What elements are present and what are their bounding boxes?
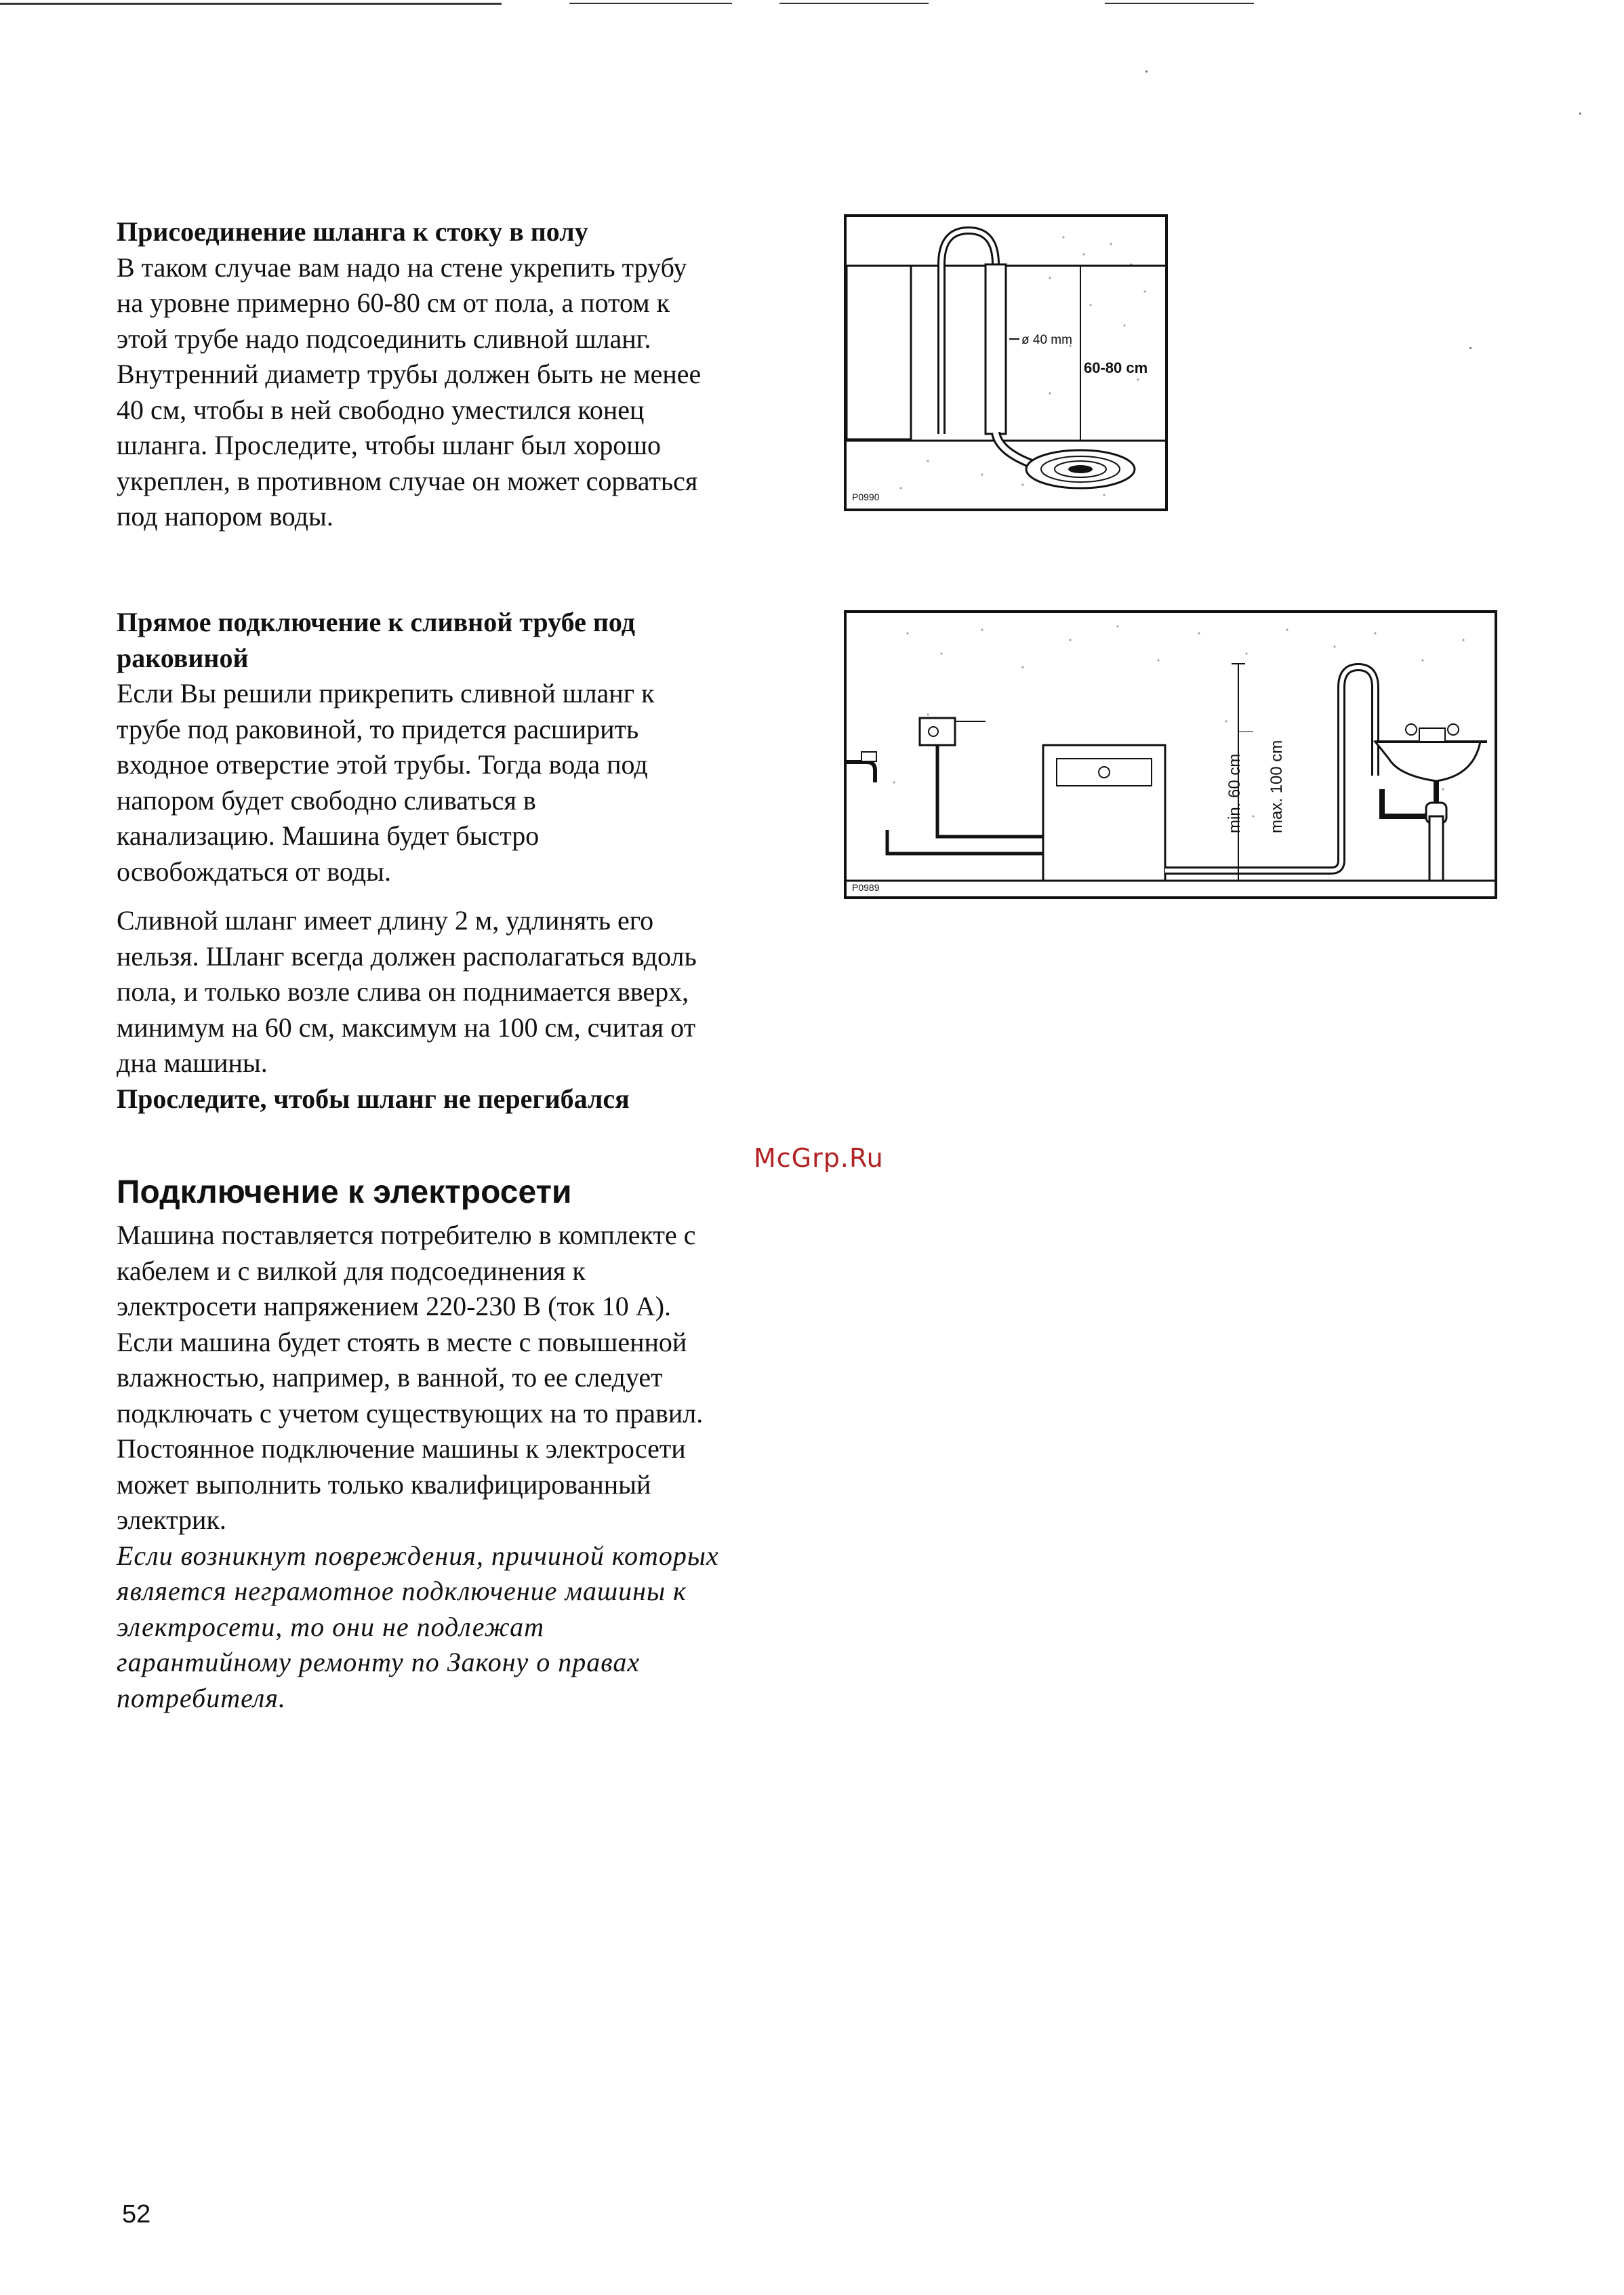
section-sink-pipe [117, 605, 794, 1117]
body-line: под напором воды. [117, 501, 333, 532]
top-rule [0, 3, 502, 5]
body-line: на уровне примерно 60-80 см от пола, а потом к [117, 287, 670, 318]
body-line: освобождаться от воды. [117, 856, 391, 887]
body-line: минимум на 60 см, максимум на 100 см, считая от [117, 1012, 696, 1043]
body-line: канализацию. Машина будет быстро [117, 820, 540, 851]
italic-note-line: потребителя. [117, 1682, 286, 1713]
figure-code: P0989 [852, 882, 880, 893]
body-line: шланга. Проследите, чтобы шланг был хорошо [117, 430, 661, 460]
body-line: может выполнить только квалифицированный [117, 1469, 651, 1500]
body-line: пола, и только возле слива он поднимается вверх, [117, 976, 689, 1007]
floor-drain-diagram [847, 217, 1165, 508]
body-line: подключать с учетом существующих на то правил. [117, 1397, 704, 1429]
watermark: McGrp.Ru [754, 1143, 884, 1173]
top-rule [779, 3, 929, 4]
body-line: напором будет свободно сливаться в [117, 784, 536, 816]
body-line: нельзя. Шланг всегда должен располагаться вдоль [117, 940, 697, 972]
italic-note-line: гарантийному ремонту по Закону о правах [117, 1647, 641, 1677]
figure-code: P0990 [852, 492, 880, 502]
sink-pipe-diagram [847, 613, 1495, 896]
body-line: трубе под раковиной, то придется расширить [117, 713, 639, 744]
section-title: Подключение к электросети [117, 1174, 572, 1210]
height-label: 60-80 cm [1084, 359, 1148, 376]
body-line: Внутренний диаметр трубы должен быть не менее [117, 359, 702, 389]
scan-speck [1579, 113, 1581, 115]
body-line: этой трубе надо подсоединить сливной шланг. [117, 323, 651, 354]
body-line: Если Вы решили прикрепить сливной шланг к [117, 678, 655, 709]
body-line: входное отверстие этой трубы. Тогда вода под [117, 749, 648, 780]
top-rule [569, 3, 732, 4]
warning-text: Проследите, чтобы шланг не перегибался [117, 1083, 630, 1114]
body-line: 40 см, чтобы в ней свободно уместился конец [117, 394, 645, 425]
min-height-label: min. 60 cm [1225, 753, 1244, 833]
top-rule [1105, 3, 1254, 4]
body-line: Если машина будет стоять в месте с повышенной [117, 1326, 687, 1357]
diameter-label: ø 40 mm [1021, 333, 1072, 347]
body-line: дна машины. [117, 1047, 268, 1078]
body-line: кабелем и с вилкой для подсоединения к [117, 1255, 586, 1286]
body-line: В таком случае вам надо на стене укрепить трубу [117, 252, 687, 283]
figure-sink-pipe [844, 610, 1497, 899]
body-line: электрик. [117, 1504, 226, 1535]
scan-speck [1145, 71, 1148, 73]
max-height-label: max. 100 cm [1267, 740, 1286, 833]
scan-speck [1469, 347, 1471, 349]
body-line: Машина поставляется потребителю в комплекте с [117, 1220, 696, 1250]
section-heading: Прямое подключение к сливной трубе под [117, 607, 635, 637]
body-line: укреплен, в противном случае он может сорваться [117, 465, 698, 496]
body-line: влажностью, например, в ванной, то ее следует [117, 1362, 663, 1393]
body-line: Сливной шланг имеет длину 2 м, удлинять его [117, 905, 654, 936]
section-heading: Присоединение шланга к стоку в полу [117, 216, 588, 247]
italic-note-line: Если возникнут повреждения, причиной которых [117, 1540, 719, 1571]
page-number: 52 [122, 2200, 151, 2229]
section-floor-drain [117, 214, 794, 535]
section-electric [117, 1173, 794, 1716]
figure-floor-drain [844, 214, 1168, 511]
body-line: электросети напряжением 220-230 В (ток 10 А). [117, 1291, 672, 1321]
body-line: Постоянное подключение машины к электросети [117, 1433, 686, 1464]
italic-note-line: является неграмотное подключение машины к [117, 1576, 687, 1606]
section-heading: раковиной [117, 642, 249, 673]
italic-note-line: электросети, то они не подлежат [117, 1611, 545, 1642]
